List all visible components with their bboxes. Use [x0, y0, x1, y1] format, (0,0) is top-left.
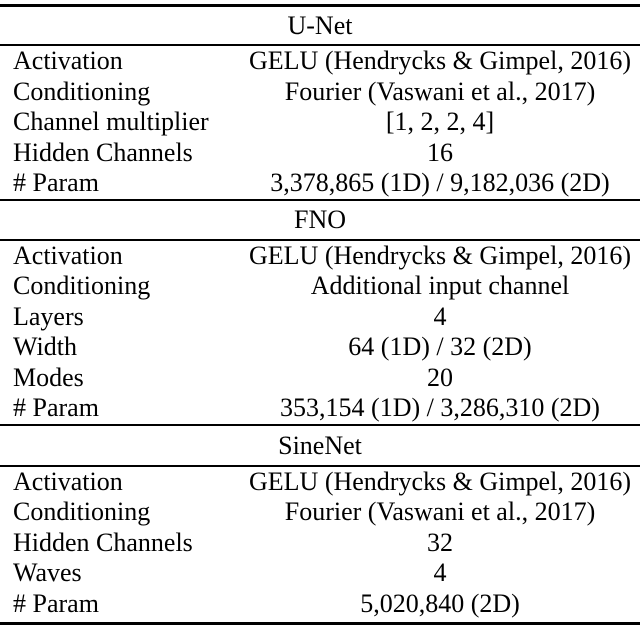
table-row	[0, 467, 640, 498]
row-label: Activation	[13, 240, 123, 270]
row-value: [1, 2, 2, 4]	[385, 107, 495, 136]
row-value: GELU (Hendrycks & Gimpel, 2016)	[249, 46, 631, 75]
section-header-sinenet: SineNet	[278, 430, 362, 460]
table-row	[0, 497, 640, 528]
table-row	[0, 589, 640, 620]
row-value: 4	[433, 558, 447, 587]
row-label: Modes	[13, 362, 84, 392]
row-value: Fourier (Vaswani et al., 2017)	[284, 76, 596, 106]
row-label: Hidden Channels	[13, 527, 193, 557]
table-row	[0, 528, 640, 559]
table-row	[0, 271, 640, 302]
table-row	[0, 332, 640, 363]
bottom-rule	[0, 622, 640, 625]
row-value: GELU (Hendrycks & Gimpel, 2016)	[249, 240, 631, 270]
row-label: Width	[13, 332, 77, 361]
row-value: 3,378,865 (1D) / 9,182,036 (2D)	[270, 168, 610, 197]
row-label: Hidden Channels	[13, 137, 193, 167]
fno-section-body	[0, 241, 640, 424]
table-row	[0, 138, 640, 169]
table-row	[0, 46, 640, 77]
section-header-unet: U-Net	[287, 11, 353, 40]
row-value: Additional input channel	[310, 271, 570, 300]
row-value: 4	[433, 301, 447, 331]
row-value: 32	[427, 527, 453, 557]
row-value: 20	[427, 362, 453, 392]
row-value: 353,154 (1D) / 3,286,310 (2D)	[280, 393, 600, 422]
row-value: 5,020,840 (2D)	[360, 588, 520, 618]
section-header-fno: FNO	[293, 204, 346, 234]
unet-section-body	[0, 46, 640, 199]
table-row	[0, 393, 640, 424]
row-label: Conditioning	[13, 497, 151, 526]
row-label: Activation	[13, 466, 123, 496]
row-value: 64 (1D) / 32 (2D)	[348, 332, 532, 361]
row-value: Fourier (Vaswani et al., 2017)	[284, 497, 596, 526]
row-label: Layers	[13, 301, 84, 331]
row-label: # Param	[13, 588, 99, 618]
row-label: Activation	[13, 46, 123, 75]
row-label: Conditioning	[13, 271, 151, 300]
row-label: # Param	[13, 393, 99, 422]
table-row	[0, 241, 640, 272]
table-row	[0, 363, 640, 394]
row-label: Conditioning	[13, 76, 151, 106]
row-value: 16	[427, 137, 453, 167]
table-row	[0, 302, 640, 333]
table-row	[0, 77, 640, 108]
table-row	[0, 558, 640, 589]
row-value: GELU (Hendrycks & Gimpel, 2016)	[249, 466, 631, 496]
sinenet-section-body	[0, 467, 640, 623]
row-label: Waves	[13, 558, 82, 587]
row-label: # Param	[13, 168, 99, 197]
table-row	[0, 107, 640, 138]
table-row	[0, 168, 640, 199]
row-label: Channel multiplier	[13, 107, 209, 136]
